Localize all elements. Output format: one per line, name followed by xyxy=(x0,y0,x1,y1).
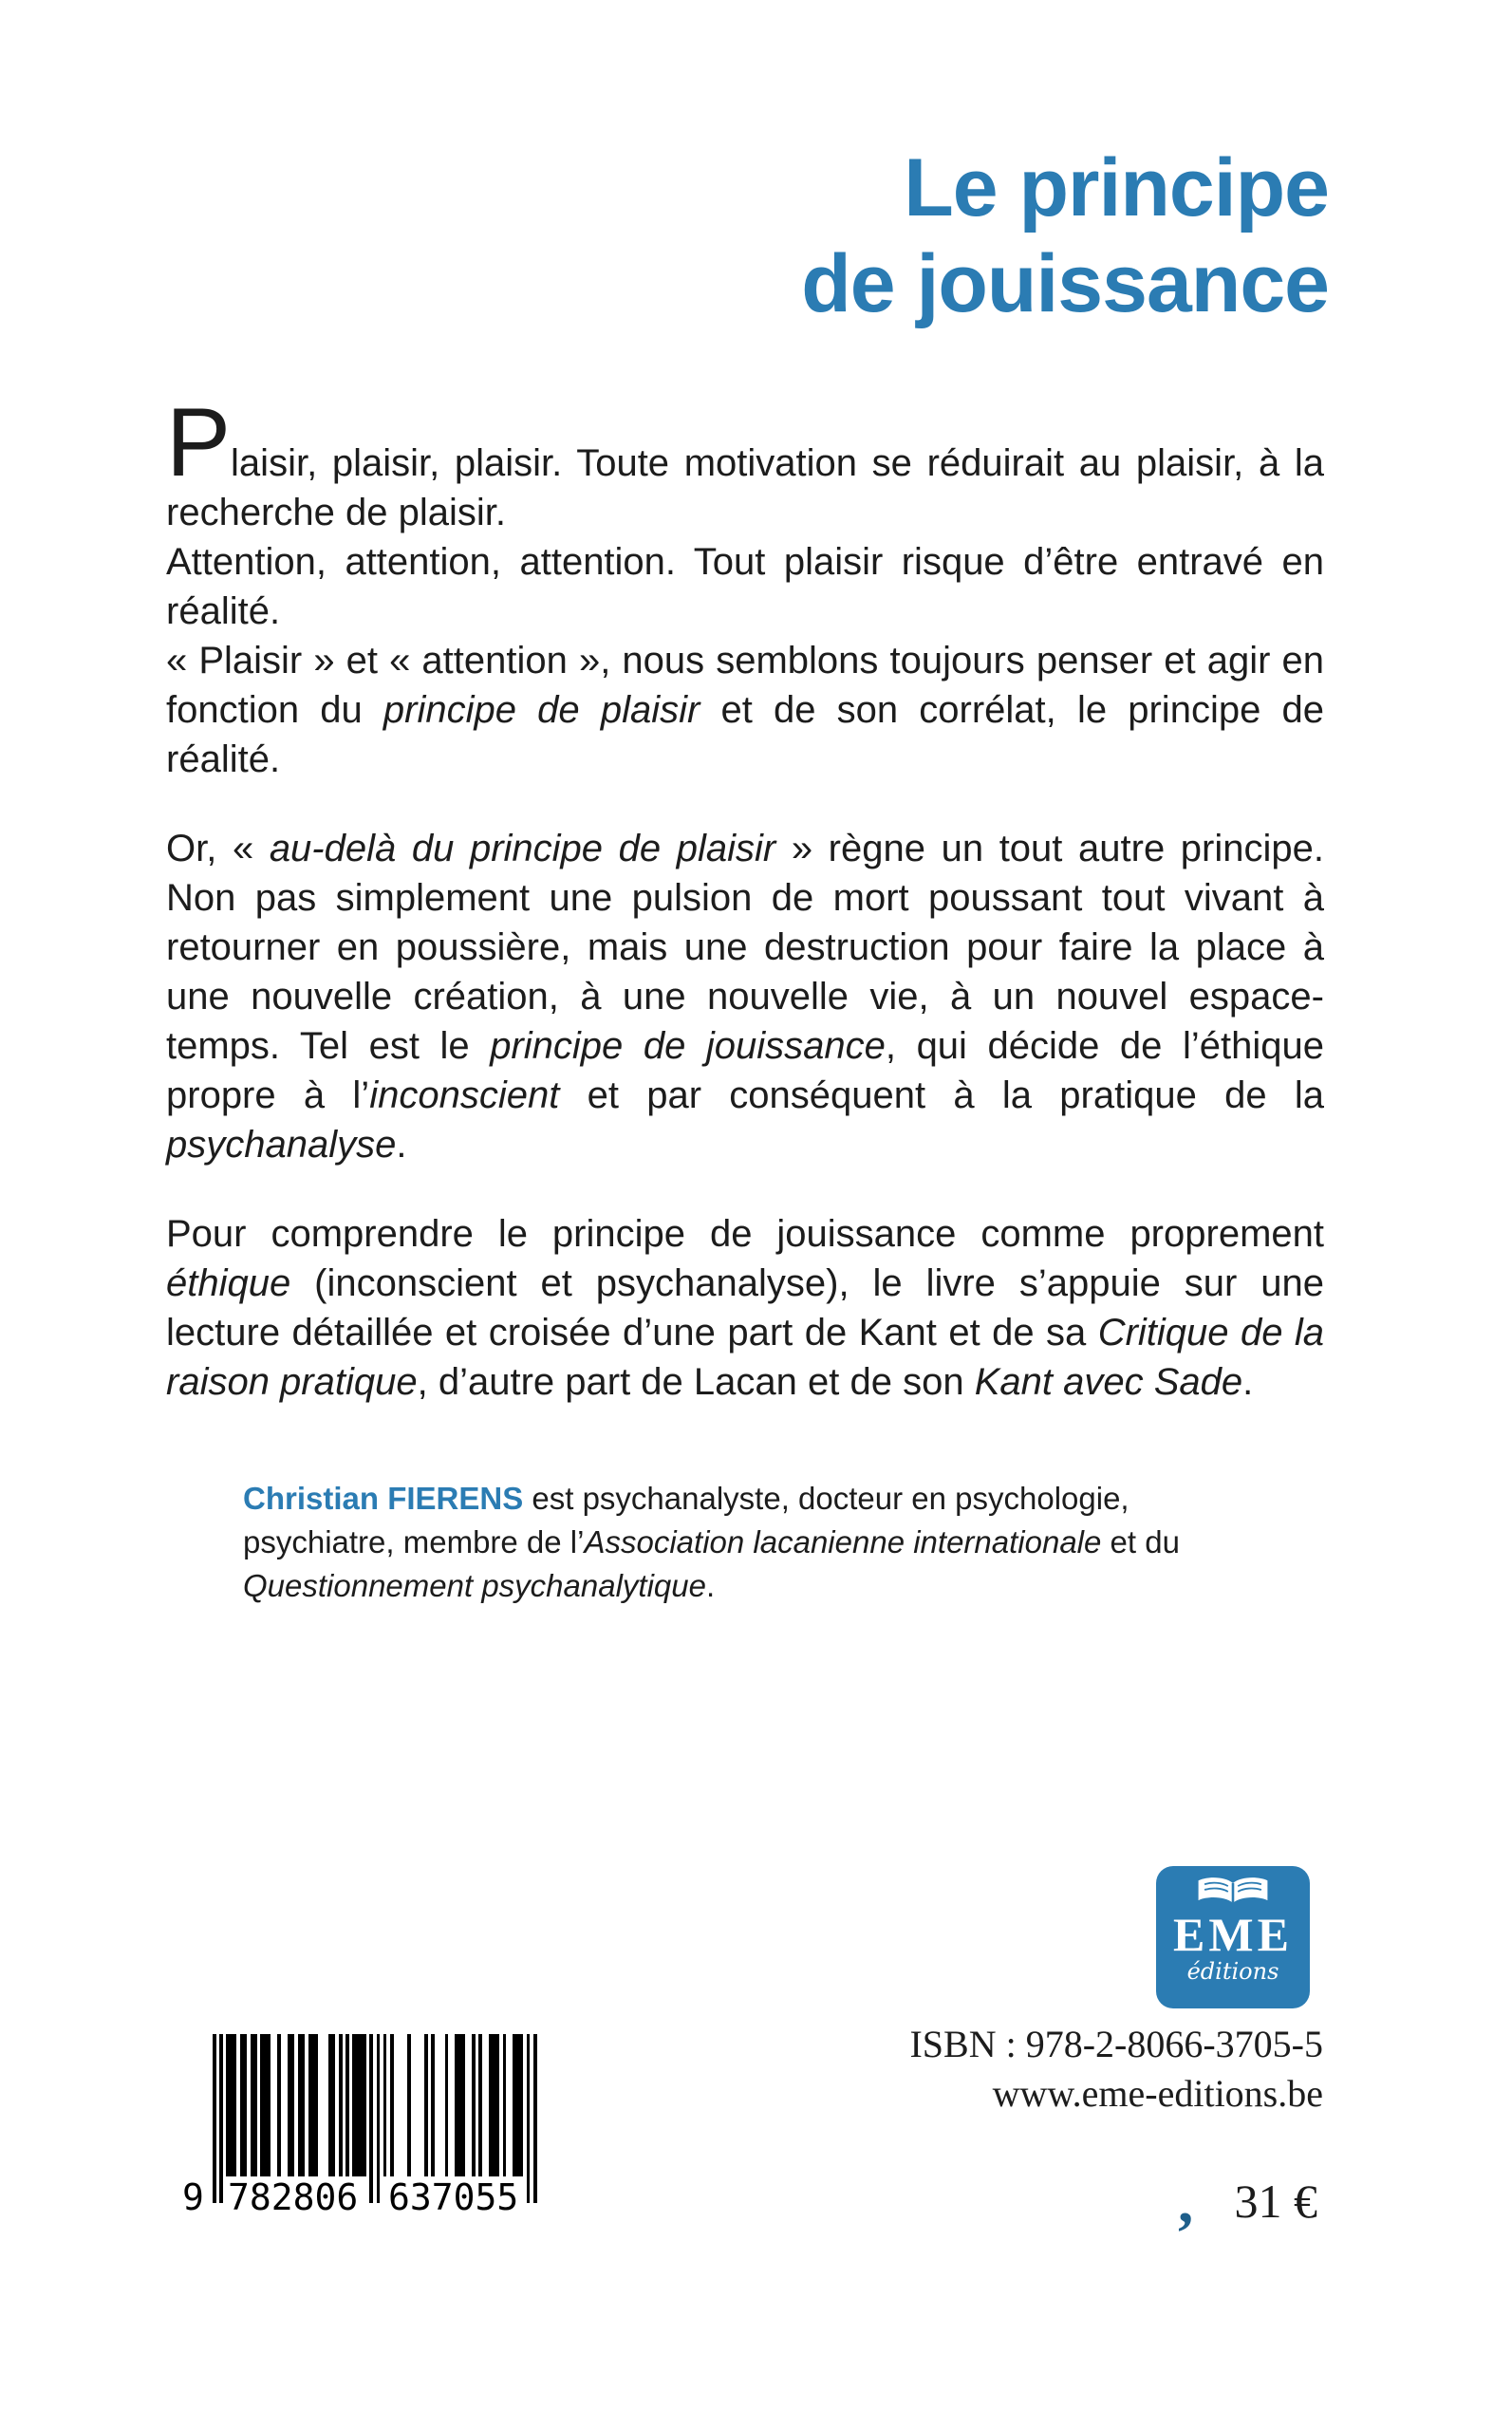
paragraph-1-line-3: « Plaisir » et « attention », nous semblons toujours penser et agir en fonction du principe de plaisir et de son corrélat, le principe de réalité. xyxy=(166,640,1324,780)
logo-acronym: EME xyxy=(1173,1908,1293,1961)
barcode xyxy=(180,2034,551,2229)
book-title-line2: de jouissance xyxy=(801,238,1329,330)
paragraph-1-line-1-text: laisir, plaisir, plaisir. Toute motivation se réduirait au plaisir, à la recherche de plaisir. xyxy=(166,442,1324,533)
logo-subtitle: éditions xyxy=(1186,1958,1279,1985)
website-text: www.eme-editions.be xyxy=(992,2072,1323,2115)
isbn-text: ISBN : 978-2-8066-3705-5 xyxy=(909,2023,1323,2065)
author-bio: Christian FIERENS est psychanalyste, docteur en psychologie, psychiatre, membre de l’Association lacanienne internationale et du Questionnement psychanalytique. xyxy=(243,1481,1180,1604)
publisher-logo xyxy=(1156,1866,1310,2008)
open-book-icon xyxy=(1196,1876,1270,1908)
price-text: 31 € xyxy=(1234,2175,1317,2228)
imprint-block xyxy=(909,2020,1323,2119)
paragraph-3: Pour comprendre le principe de jouissance comme proprement éthique (inconscient et psychanalyse), le livre s’appuie sur une lecture détaillée et croisée d’une part de Kant et de sa Critique de la raison pratique, d’autre part de Lacan et de son Kant avec Sade. xyxy=(166,1213,1324,1403)
book-title xyxy=(801,140,1329,333)
barcode-digits: 9 782806 637055 xyxy=(182,2176,519,2218)
back-cover-text xyxy=(166,388,1325,1407)
dropcap-initial: P xyxy=(166,388,232,496)
paragraph-1-line-1 xyxy=(166,388,1324,537)
stray-quote-mark: ’ xyxy=(1175,2199,1196,2267)
paragraph-2: Or, « au-delà du principe de plaisir » règne un tout autre principe. Non pas simplement une pulsion de mort poussant tout vivant à retourner en poussière, mais une destruction pour faire la place à une nouvelle création, à une nouvelle vie, à un nouvel espace-temps. Tel est le principe de jouissance, qui décide de l’éthique propre à l’inconscient et par conséquent à la pratique de la psychanalyse. xyxy=(166,828,1325,1166)
book-title-line1: Le principe xyxy=(904,142,1329,233)
paragraph-1-line-2: Attention, attention, attention. Tout plaisir risque d’être entravé en réalité. xyxy=(166,541,1324,632)
